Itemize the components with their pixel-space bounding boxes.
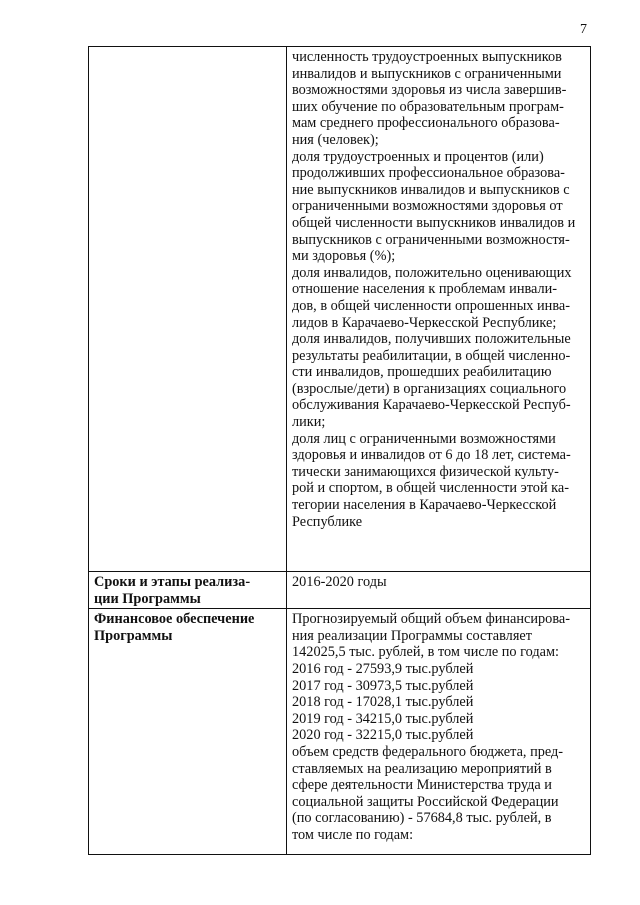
finance-line: том числе по годам: [292, 826, 414, 843]
table-row-indicators [89, 47, 591, 572]
finance-label-line: Финансовое обеспечение [94, 611, 255, 628]
indicator-line: отношение населения к проблемам инвали- [292, 281, 558, 298]
indicators-value-cell [287, 47, 591, 572]
finance-line: (по согласованию) - 57684,8 тыс. рублей, в [292, 810, 552, 827]
finance-year-line: 2016 год - 27593,9 тыс.рублей [292, 660, 474, 677]
indicator-line: ми здоровья (%); [292, 248, 396, 265]
indicator-line: общей численности выпускников инвалидов и [292, 214, 576, 231]
indicator-line: рой и спортом, в общей численности этой ка- [292, 480, 570, 497]
indicator-line: выпускников с ограниченными возможностя- [292, 231, 570, 248]
program-passport-table [88, 46, 591, 855]
indicator-line: Республике [292, 513, 363, 530]
indicators-label-cell [89, 47, 287, 572]
finance-year-line: 2017 год - 30973,5 тыс.рублей [292, 677, 474, 694]
indicator-line: лидов в Карачаево-Черкесской Республике; [292, 314, 557, 331]
indicator-line: доля инвалидов, положительно оценивающих [292, 264, 572, 281]
indicator-line: тически занимающихся физической культу- [292, 463, 559, 480]
indicator-line: инвалидов и выпускников с ограниченными [292, 65, 562, 82]
indicator-line: доля трудоустроенных и процентов (или) [292, 148, 544, 165]
indicator-line: доля инвалидов, получивших положительные [292, 331, 571, 348]
table-row-terms [89, 572, 591, 609]
finance-line: ставляемых на реализацию мероприятий в [292, 760, 552, 777]
indicator-line: ограниченными возможностями здоровья от [292, 198, 563, 215]
table-row-finance [89, 609, 591, 855]
indicator-line: сти инвалидов, прошедших реабилитацию [292, 364, 552, 381]
terms-value: 2016-2020 годы [292, 574, 387, 590]
terms-label-line: ции Программы [94, 590, 201, 607]
finance-year-line: 2020 год - 32215,0 тыс.рублей [292, 727, 474, 744]
indicator-line: тегории населения в Карачаево-Черкесской [292, 497, 557, 514]
terms-value-cell [287, 572, 591, 609]
finance-year-line: 2018 год - 17028,1 тыс.рублей [292, 694, 474, 711]
finance-label-cell [89, 609, 287, 855]
finance-value-cell [287, 609, 591, 855]
indicator-line: доля лиц с ограниченными возможностями [292, 430, 556, 447]
finance-line: объем средств федерального бюджета, пред- [292, 743, 564, 760]
indicator-line: мам среднего профессионального образова- [292, 115, 560, 132]
indicator-line: ние выпускников инвалидов и выпускников с [292, 181, 570, 198]
finance-line: сфере деятельности Министерства труда и [292, 777, 552, 794]
indicator-line: продолживших профессиональное образова- [292, 165, 565, 182]
indicator-line: численность трудоустроенных выпускников [292, 49, 562, 65]
indicator-line: возможностями здоровья из числа завершив- [292, 82, 567, 99]
finance-year-line: 2019 год - 34215,0 тыс.рублей [292, 710, 474, 727]
indicator-line: здоровья и инвалидов от 6 до 18 лет, система- [292, 447, 571, 464]
indicator-line: обслуживания Карачаево-Черкесской Респуб- [292, 397, 571, 414]
indicator-line: результаты реабилитации, в общей численно- [292, 347, 571, 364]
indicator-line: ния (человек); [292, 131, 379, 148]
finance-line: 142025,5 тыс. рублей, в том числе по годам: [292, 644, 560, 661]
finance-line: социальной защиты Российской Федерации [292, 793, 559, 810]
finance-line: ния реализации Программы составляет [292, 627, 532, 644]
page-number: 7 [580, 22, 587, 37]
indicator-line: (взрослые/дети) в организациях социального [292, 380, 567, 397]
finance-label-line: Программы [94, 627, 173, 644]
finance-line: Прогнозируемый общий объем финансирова- [292, 611, 570, 628]
terms-label-cell [89, 572, 287, 609]
indicator-line: лики; [292, 414, 326, 431]
indicator-line: ших обучение по образовательным програм- [292, 98, 564, 115]
indicator-line: дов, в общей численности опрошенных инва- [292, 297, 570, 314]
terms-label-line: Сроки и этапы реализа- [94, 574, 251, 590]
